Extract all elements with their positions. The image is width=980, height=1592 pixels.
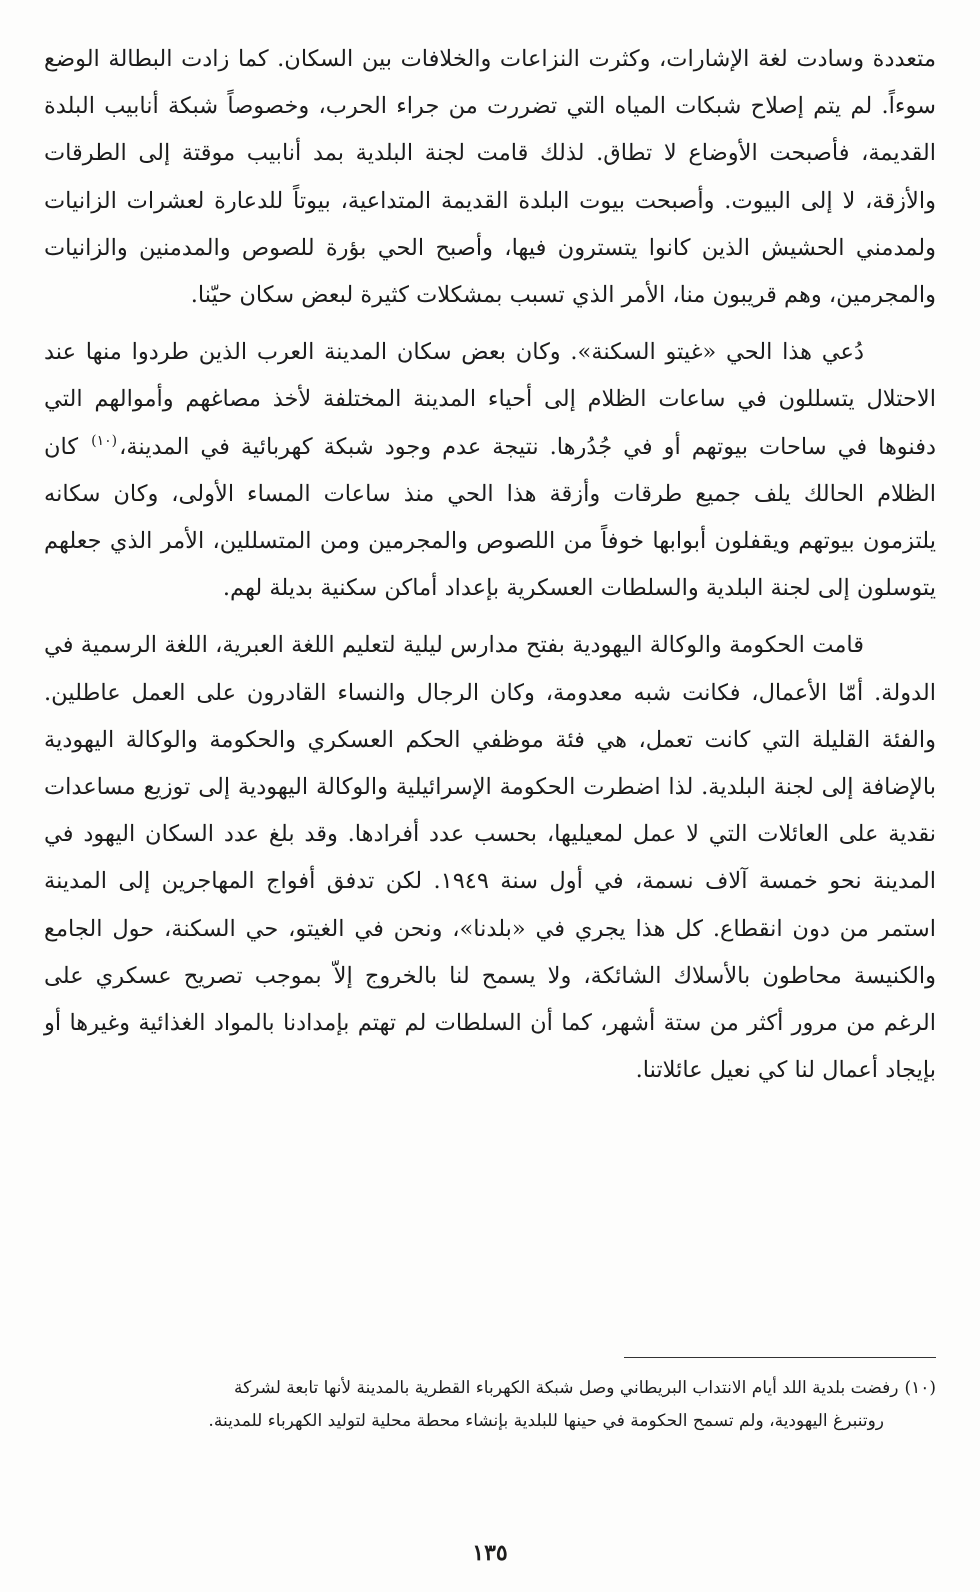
- paragraph-2: [44, 329, 936, 612]
- footnote-divider: [624, 1357, 936, 1358]
- paragraph-2-text-a: دُعي هذا الحي «غيتو السكنة». وكان بعض سكان المدينة العرب الذين طردوا منها عند الاحتلال يتسللون في ساعات الظلام إلى أحياء المدينة المختلفة لأخذ مصاغهم وأموالهم التي دفنوها في ساحات بيوتهم أو في جُدُرها. نتيجة عدم وجود شبكة كهربائية في المدينة،: [44, 339, 937, 460]
- paragraph-2-text-b: كان الظلام الحالك يلف جميع طرقات وأزقة هذا الحي منذ ساعات المساء الأولى، وكان سكانه يلتزمون بيوتهم ويقفلون أبوابها خوفاً من اللصوص والمجرمين ومن المتسللين، الأمر الذي جعلهم يتوسلون إلى لجنة البلدية والسلطات العسكرية بإعداد أماكن سكنية بديلة لهم.: [44, 433, 936, 602]
- footnote-text-first-line: رفضت بلدية اللد أيام الانتداب البريطاني وصل شبكة الكهرباء القطرية بالمدينة لأنها تابعة لشركة: [233, 1378, 899, 1398]
- footnote-text-continuation: روتنبرغ اليهودية، ولم تسمح الحكومة في حينها للبلدية بإنشاء محطة محلية لتوليد الكهرباء للمدينة.: [208, 1411, 884, 1431]
- body-text: [44, 36, 936, 1104]
- paragraph-3: قامت الحكومة والوكالة اليهودية بفتح مدارس ليلية لتعليم اللغة العبرية، اللغة الرسمية في الدولة. أمّا الأعمال، فكانت شبه معدومة، وكان الرجال والنساء القادرون على العمل عاطلين. والفئة القليلة التي كانت تعمل، هي فئة موظفي الحكم العسكري والحكومة والوكالة اليهودية بالإضافة إلى لجنة البلدية. لذا اضطرت الحكومة الإسرائيلية والوكالة اليهودية إلى توزيع مساعدات نقدية على العائلات التي لا عمل لمعيليها، بحسب عدد أفرادها. وقد بلغ عدد السكان اليهود في المدينة نحو خمسة آلاف نسمة، في أول سنة ١٩٤٩. لكن تدفق أفواج المهاجرين إلى المدينة استمر من دون انقطاع. كل هذا يجري في «بلدنا»، ونحن في الغيتو، حي السكنة، حول الجامع والكنيسة محاطون بالأسلاك الشائكة، ولا يسمح لنا بالخروج إلاّ بموجب تصريح عسكري على الرغم من مرور أكثر من ستة أشهر، كما أن السلطات لم تهتم بإمدادنا بالمواد الغذائية وغيرها أو بإيجاد أعمال لنا كي نعيل عائلاتنا.: [44, 632, 936, 1084]
- footnote-number: (١٠): [904, 1378, 936, 1398]
- footnote: [44, 1372, 936, 1438]
- page-number: ١٣٥: [472, 1540, 508, 1566]
- paragraph-1: متعددة وسادت لغة الإشارات، وكثرت النزاعات والخلافات بين السكان. كما زادت البطالة الوضع سوءاً. لم يتم إصلاح شبكات المياه التي تضررت من جراء الحرب، وخصوصاً شبكة أنابيب البلدة القديمة، فأصبحت الأوضاع لا تطاق. لذلك قامت لجنة البلدية بمد أنابيب موقتة إلى الطرقات والأزقة، لا إلى البيوت. وأصبحت بيوت البلدة القديمة المتداعية، بيوتاً للدعارة لعشرات الزانيات ولمدمني الحشيش الذين كانوا يتسترون فيها، وأصبح الحي بؤرة للصوص والمدمنين والزانيات والمجرمين، وهم قريبون منا، الأمر الذي تسبب بمشكلات كثيرة لبعض سكان حيّنا.: [44, 46, 936, 309]
- footnote-reference: (١٠): [91, 433, 118, 450]
